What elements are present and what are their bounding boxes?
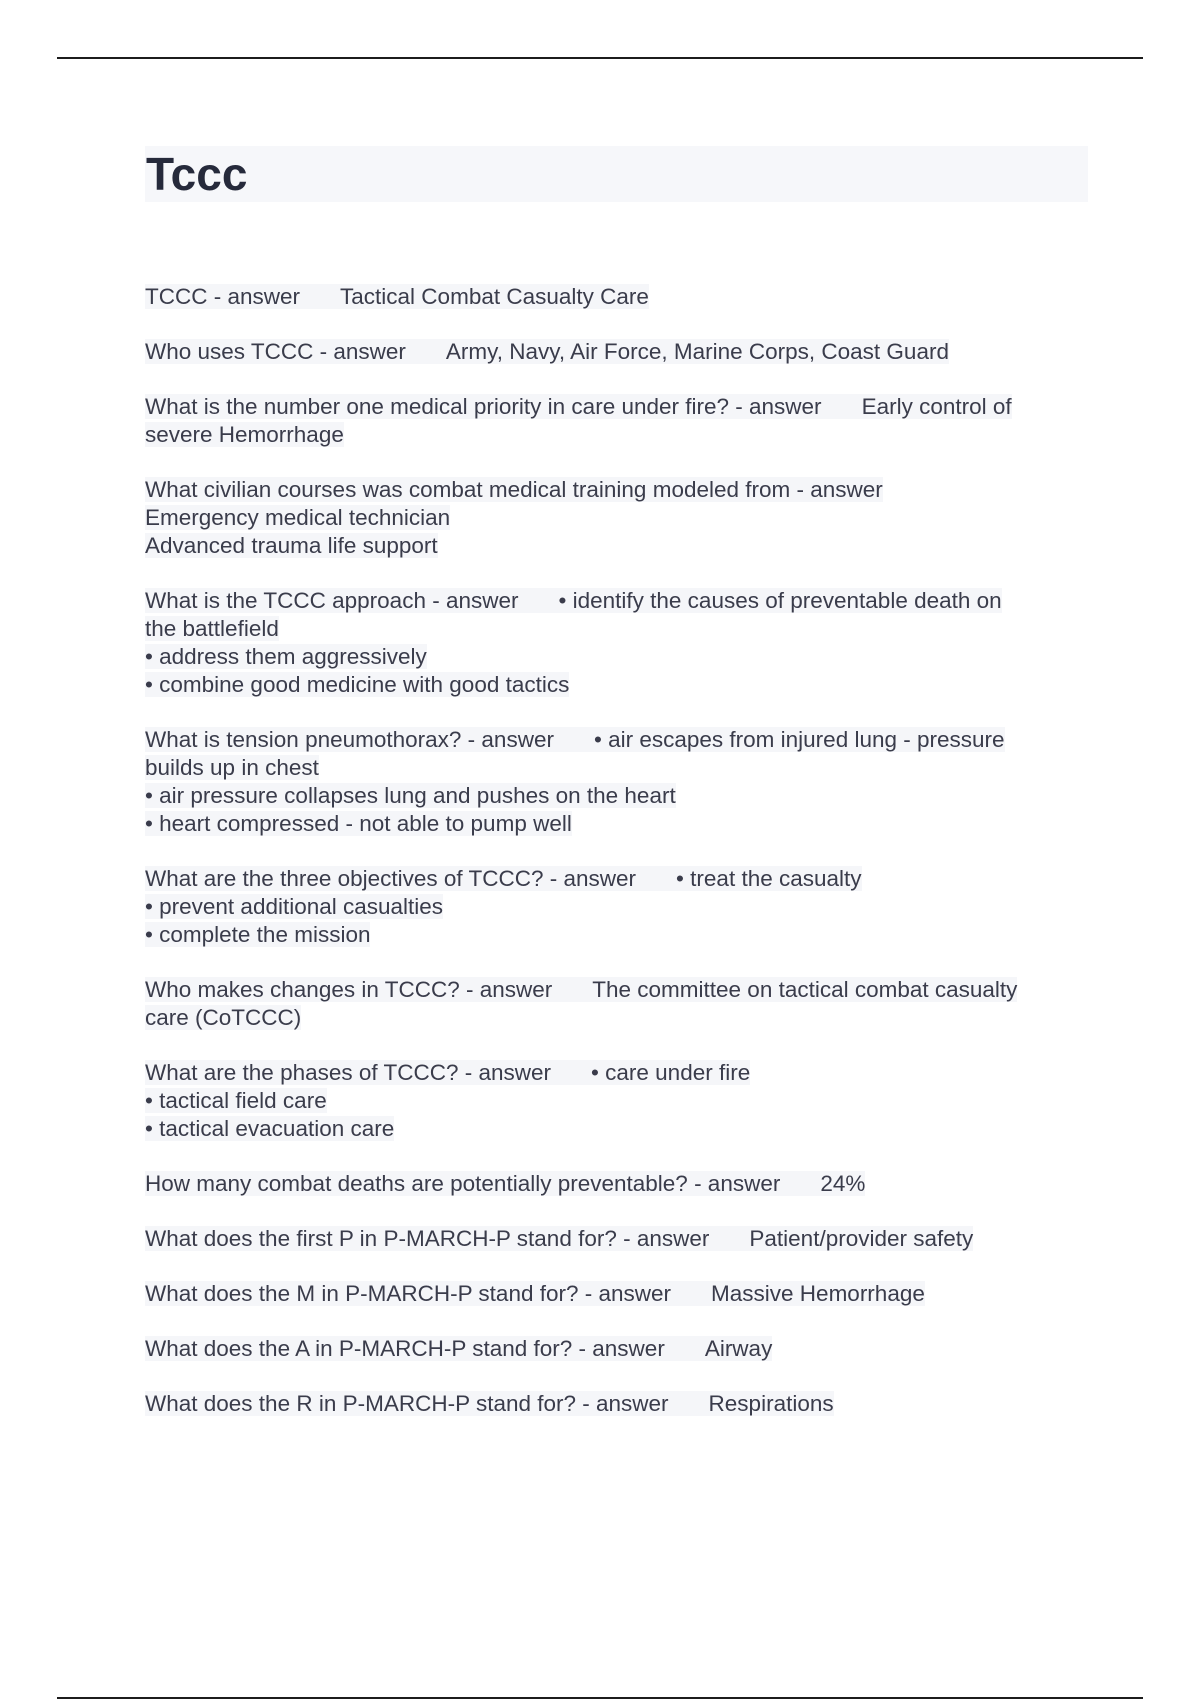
answer-text: • complete the mission (145, 922, 371, 947)
answer-text: 24% (820, 1171, 866, 1196)
question-text: Who makes changes in TCCC? - answer (145, 977, 553, 1002)
question-text: What does the A in P-MARCH-P stand for? - answer (145, 1336, 665, 1361)
qa-item (145, 476, 1090, 560)
question-text: TCCC - answer (145, 284, 301, 309)
answer-text: Patient/provider safety (749, 1226, 974, 1251)
qa-item (145, 587, 1090, 699)
qa-item (145, 1059, 1090, 1143)
answer-text: The committee on tactical combat casualty (592, 977, 1018, 1002)
question-text: How many combat deaths are potentially preventable? - answer (145, 1171, 781, 1196)
qa-item (145, 1225, 1090, 1253)
answer-text: • prevent additional casualties (145, 894, 444, 919)
answer-text: • identify the causes of preventable death on (558, 588, 1002, 613)
answer-text: Tactical Combat Casualty Care (340, 284, 649, 309)
question-text: What civilian courses was combat medical training modeled from - answer (145, 477, 883, 502)
answer-text: Advanced trauma life support (145, 533, 438, 558)
answer-text: • address them aggressively (145, 644, 427, 669)
question-text: What does the M in P-MARCH-P stand for? - answer (145, 1281, 672, 1306)
bottom-rule (57, 1697, 1143, 1699)
qa-item (145, 1280, 1090, 1308)
answer-text: the battlefield (145, 616, 279, 641)
qa-item (145, 283, 1090, 311)
qa-item (145, 726, 1090, 838)
question-text: What is tension pneumothorax? - answer (145, 727, 554, 752)
question-text: What is the number one medical priority in care under fire? - answer (145, 394, 822, 419)
answer-text: • heart compressed - not able to pump well (145, 811, 572, 836)
question-text: What are the three objectives of TCCC? - answer (145, 866, 637, 891)
answer-text: • treat the casualty (676, 866, 862, 891)
question-text: What does the R in P-MARCH-P stand for? - answer (145, 1391, 669, 1416)
top-rule (57, 57, 1143, 59)
question-text: What are the phases of TCCC? - answer (145, 1060, 552, 1085)
question-text: What does the first P in P-MARCH-P stand for? - answer (145, 1226, 710, 1251)
question-text: Who uses TCCC - answer (145, 339, 406, 364)
answer-text: Early control of (861, 394, 1012, 419)
answer-text: • tactical evacuation care (145, 1116, 395, 1141)
answer-text: • combine good medicine with good tactics (145, 672, 570, 697)
answer-text: Airway (704, 1336, 773, 1361)
answer-text: • air escapes from injured lung - pressure (593, 727, 1005, 752)
answer-text: Respirations (708, 1391, 834, 1416)
qa-item (145, 1390, 1090, 1418)
answer-text: Army, Navy, Air Force, Marine Corps, Coast Guard (445, 339, 949, 364)
qa-item (145, 1335, 1090, 1363)
answer-text: severe Hemorrhage (145, 422, 344, 447)
qa-item (145, 865, 1090, 949)
qa-item (145, 393, 1090, 449)
question-text: What is the TCCC approach - answer (145, 588, 519, 613)
answer-text: • tactical field care (145, 1088, 327, 1113)
answer-text: Emergency medical technician (145, 505, 451, 530)
qa-item (145, 338, 1090, 366)
answer-text: • care under fire (591, 1060, 751, 1085)
qa-item (145, 976, 1090, 1032)
title-banner (145, 146, 1088, 202)
answer-text: care (CoTCCC) (145, 1005, 302, 1030)
answer-text: builds up in chest (145, 755, 319, 780)
qa-list (145, 283, 1090, 1445)
answer-text: • air pressure collapses lung and pushes on the heart (145, 783, 676, 808)
page-title: Tccc (146, 148, 248, 200)
answer-text: Massive Hemorrhage (711, 1281, 925, 1306)
qa-item (145, 1170, 1090, 1198)
